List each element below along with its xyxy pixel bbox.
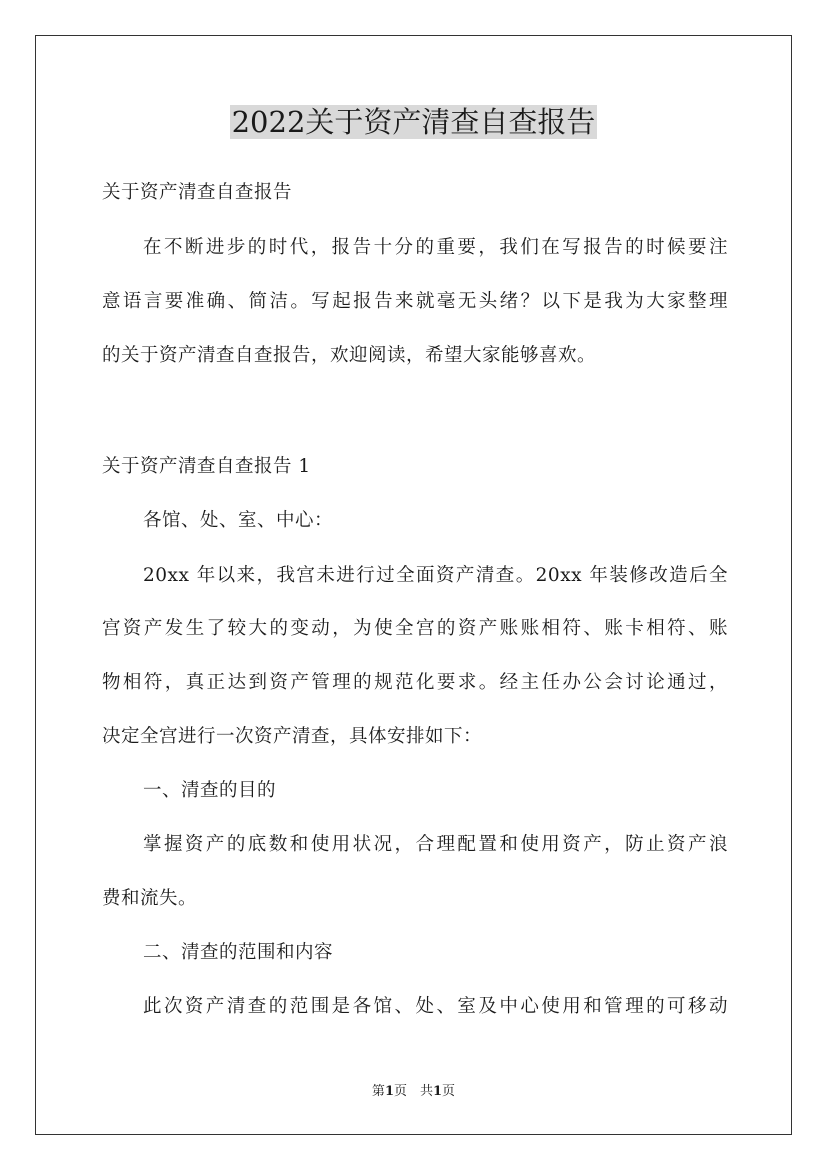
item1-heading: 一、清查的目的 [143, 780, 277, 801]
footer-prefix: 第 [371, 1084, 385, 1099]
footer-suffix: 页 [442, 1084, 456, 1099]
body-para1-line-1: 20xx 年以来，我宫未进行过全面资产清查。20xx 年装修改造后全 [143, 565, 728, 586]
item1-text-line-1: 掌握资产的底数和使用状况，合理配置和使用资产，防止资产浪 [143, 834, 728, 855]
body-para1-line-3: 物相符，真正达到资产管理的规范化要求。经主任办公会讨论通过， [102, 672, 728, 693]
body-para1-line-2: 宫资产发生了较大的变动，为使全宫的资产账账相符、账卡相符、账 [102, 618, 728, 639]
footer-mid: 页 共 [393, 1084, 433, 1099]
subtitle: 关于资产清查自查报告 [102, 182, 293, 203]
item2-heading: 二、清查的范围和内容 [143, 942, 334, 963]
salutation: 各馆、处、室、中心： [143, 510, 334, 531]
document-title [0, 100, 827, 144]
item2-text-line-1: 此次资产清查的范围是各馆、处、室及中心使用和管理的可移动 [143, 996, 728, 1017]
section-heading: 关于资产清查自查报告 1 [102, 456, 311, 477]
intro-line-2: 意语言要准确、简洁。写起报告来就毫无头绪？以下是我为大家整理 [102, 291, 728, 312]
page-footer [0, 1082, 827, 1102]
body-para1-line-4: 决定全宫进行一次资产清查，具体安排如下： [102, 726, 483, 747]
document-title-text: 2022关于资产清查自查报告 [231, 105, 596, 139]
intro-line-3: 的关于资产清查自查报告，欢迎阅读，希望大家能够喜欢。 [102, 345, 597, 366]
footer-page-number: 1 [384, 1084, 394, 1099]
item1-text-line-2: 费和流失。 [102, 888, 198, 909]
intro-line-1: 在不断进步的时代，报告十分的重要，我们在写报告的时候要注 [143, 237, 728, 258]
footer-total-pages: 1 [433, 1084, 443, 1099]
